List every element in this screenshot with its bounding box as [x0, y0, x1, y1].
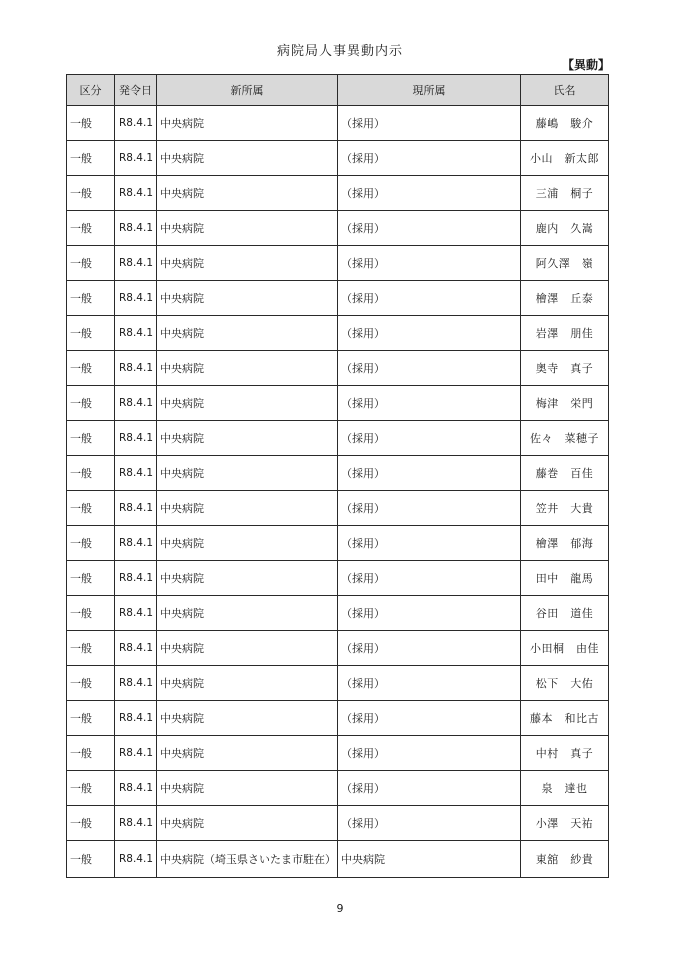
row-kubun: 一般 [67, 491, 115, 526]
row-new-dept: 中央病院 [157, 596, 338, 631]
page-title: 病院局人事異動内示 [276, 44, 403, 59]
row-kubun: 一般 [67, 316, 115, 351]
row-kubun: 一般 [67, 106, 115, 141]
row-kubun: 一般 [67, 386, 115, 421]
row-current-dept: （採用） [338, 701, 521, 736]
table-row [67, 806, 609, 841]
row-current-dept: （採用） [338, 421, 521, 456]
row-date: R8.4.1 [115, 596, 157, 631]
row-date: R8.4.1 [115, 211, 157, 246]
row-new-dept: 中央病院 [157, 211, 338, 246]
row-kubun: 一般 [67, 141, 115, 176]
row-current-dept: （採用） [338, 176, 521, 211]
table-row [67, 666, 609, 701]
row-new-dept: 中央病院 [157, 421, 338, 456]
table-row [67, 141, 609, 176]
row-new-dept: 中央病院 [157, 456, 338, 491]
row-kubun: 一般 [67, 701, 115, 736]
row-current-dept: （採用） [338, 316, 521, 351]
row-new-dept: 中央病院 [157, 176, 338, 211]
row-date: R8.4.1 [115, 526, 157, 561]
row-kubun: 一般 [67, 736, 115, 771]
header-current-dept: 現所属 [338, 75, 521, 106]
row-kubun: 一般 [67, 351, 115, 386]
row-name: 岩澤 朋佳 [521, 316, 609, 351]
header-kubun: 区分 [67, 75, 115, 106]
row-current-dept: （採用） [338, 771, 521, 806]
table-row [67, 596, 609, 631]
row-name: 藤嶋 駿介 [521, 106, 609, 141]
header-date: 発令日 [115, 75, 157, 106]
row-new-dept: 中央病院 [157, 806, 338, 841]
row-date: R8.4.1 [115, 246, 157, 281]
table-header-row [67, 75, 609, 106]
table-row [67, 176, 609, 211]
row-new-dept: 中央病院 [157, 491, 338, 526]
row-name: 藤本 和比古 [521, 701, 609, 736]
row-date: R8.4.1 [115, 631, 157, 666]
row-new-dept: 中央病院 [157, 526, 338, 561]
row-name: 鹿内 久嵩 [521, 211, 609, 246]
row-date: R8.4.1 [115, 701, 157, 736]
row-kubun: 一般 [67, 281, 115, 316]
row-new-dept: 中央病院 [157, 316, 338, 351]
row-current-dept: （採用） [338, 526, 521, 561]
row-name: 梅津 栄門 [521, 386, 609, 421]
row-kubun: 一般 [67, 561, 115, 596]
table-row [67, 211, 609, 246]
row-current-dept: 中央病院 [338, 841, 521, 878]
row-date: R8.4.1 [115, 491, 157, 526]
row-kubun: 一般 [67, 246, 115, 281]
row-name: 泉 達也 [521, 771, 609, 806]
row-new-dept: 中央病院 [157, 141, 338, 176]
row-date: R8.4.1 [115, 841, 157, 878]
header-name: 氏名 [521, 75, 609, 106]
row-kubun: 一般 [67, 841, 115, 878]
row-name: 檜澤 丘泰 [521, 281, 609, 316]
row-new-dept: 中央病院 [157, 561, 338, 596]
row-new-dept: 中央病院 [157, 351, 338, 386]
row-kubun: 一般 [67, 421, 115, 456]
row-name: 松下 大佑 [521, 666, 609, 701]
row-name: 小田桐 由佳 [521, 631, 609, 666]
row-new-dept: 中央病院 [157, 246, 338, 281]
table-row [67, 526, 609, 561]
row-new-dept: 中央病院 [157, 106, 338, 141]
row-kubun: 一般 [67, 771, 115, 806]
row-date: R8.4.1 [115, 141, 157, 176]
row-date: R8.4.1 [115, 421, 157, 456]
row-current-dept: （採用） [338, 386, 521, 421]
row-date: R8.4.1 [115, 106, 157, 141]
page-number: 9 [336, 902, 344, 915]
row-kubun: 一般 [67, 456, 115, 491]
personnel-table [66, 74, 609, 878]
table-row [67, 701, 609, 736]
table-row [67, 491, 609, 526]
row-date: R8.4.1 [115, 281, 157, 316]
table-row [67, 841, 609, 878]
row-new-dept: 中央病院 [157, 701, 338, 736]
row-kubun: 一般 [67, 806, 115, 841]
table-row [67, 351, 609, 386]
row-name: 藤巻 百佳 [521, 456, 609, 491]
table-row [67, 456, 609, 491]
table-row [67, 246, 609, 281]
row-name: 中村 真子 [521, 736, 609, 771]
row-new-dept: 中央病院 [157, 281, 338, 316]
table-row [67, 631, 609, 666]
row-current-dept: （採用） [338, 456, 521, 491]
row-current-dept: （採用） [338, 246, 521, 281]
row-name: 東舘 紗貴 [521, 841, 609, 878]
row-date: R8.4.1 [115, 736, 157, 771]
row-date: R8.4.1 [115, 561, 157, 596]
table-row [67, 106, 609, 141]
row-name: 佐々 菜穂子 [521, 421, 609, 456]
row-current-dept: （採用） [338, 211, 521, 246]
row-name: 笠井 大貴 [521, 491, 609, 526]
table-row [67, 736, 609, 771]
row-kubun: 一般 [67, 176, 115, 211]
row-current-dept: （採用） [338, 736, 521, 771]
row-current-dept: （採用） [338, 281, 521, 316]
table-row [67, 386, 609, 421]
row-kubun: 一般 [67, 211, 115, 246]
row-name: 田中 龍馬 [521, 561, 609, 596]
row-date: R8.4.1 [115, 771, 157, 806]
table-row [67, 421, 609, 456]
row-current-dept: （採用） [338, 596, 521, 631]
row-name: 檜澤 郁海 [521, 526, 609, 561]
row-new-dept: 中央病院 [157, 386, 338, 421]
row-kubun: 一般 [67, 631, 115, 666]
row-name: 谷田 道佳 [521, 596, 609, 631]
row-current-dept: （採用） [338, 141, 521, 176]
row-current-dept: （採用） [338, 806, 521, 841]
row-date: R8.4.1 [115, 806, 157, 841]
row-current-dept: （採用） [338, 631, 521, 666]
row-current-dept: （採用） [338, 561, 521, 596]
row-date: R8.4.1 [115, 666, 157, 701]
row-kubun: 一般 [67, 666, 115, 701]
row-date: R8.4.1 [115, 176, 157, 211]
table-row [67, 281, 609, 316]
row-name: 小山 新太郎 [521, 141, 609, 176]
row-kubun: 一般 [67, 596, 115, 631]
table-row [67, 771, 609, 806]
row-name: 小澤 天祐 [521, 806, 609, 841]
row-current-dept: （採用） [338, 106, 521, 141]
row-date: R8.4.1 [115, 316, 157, 351]
row-name: 三浦 桐子 [521, 176, 609, 211]
header-new-dept: 新所属 [157, 75, 338, 106]
row-new-dept: 中央病院（埼玉県さいたま市駐在） [157, 841, 338, 878]
row-current-dept: （採用） [338, 666, 521, 701]
row-new-dept: 中央病院 [157, 631, 338, 666]
row-date: R8.4.1 [115, 456, 157, 491]
row-name: 奥寺 真子 [521, 351, 609, 386]
row-new-dept: 中央病院 [157, 666, 338, 701]
row-kubun: 一般 [67, 526, 115, 561]
row-new-dept: 中央病院 [157, 736, 338, 771]
table-row [67, 561, 609, 596]
row-current-dept: （採用） [338, 491, 521, 526]
row-date: R8.4.1 [115, 351, 157, 386]
table-body [67, 106, 609, 878]
row-date: R8.4.1 [115, 386, 157, 421]
row-new-dept: 中央病院 [157, 771, 338, 806]
row-current-dept: （採用） [338, 351, 521, 386]
table-row [67, 316, 609, 351]
row-name: 阿久澤 嶺 [521, 246, 609, 281]
category-tag: 【異動】 [561, 58, 610, 72]
